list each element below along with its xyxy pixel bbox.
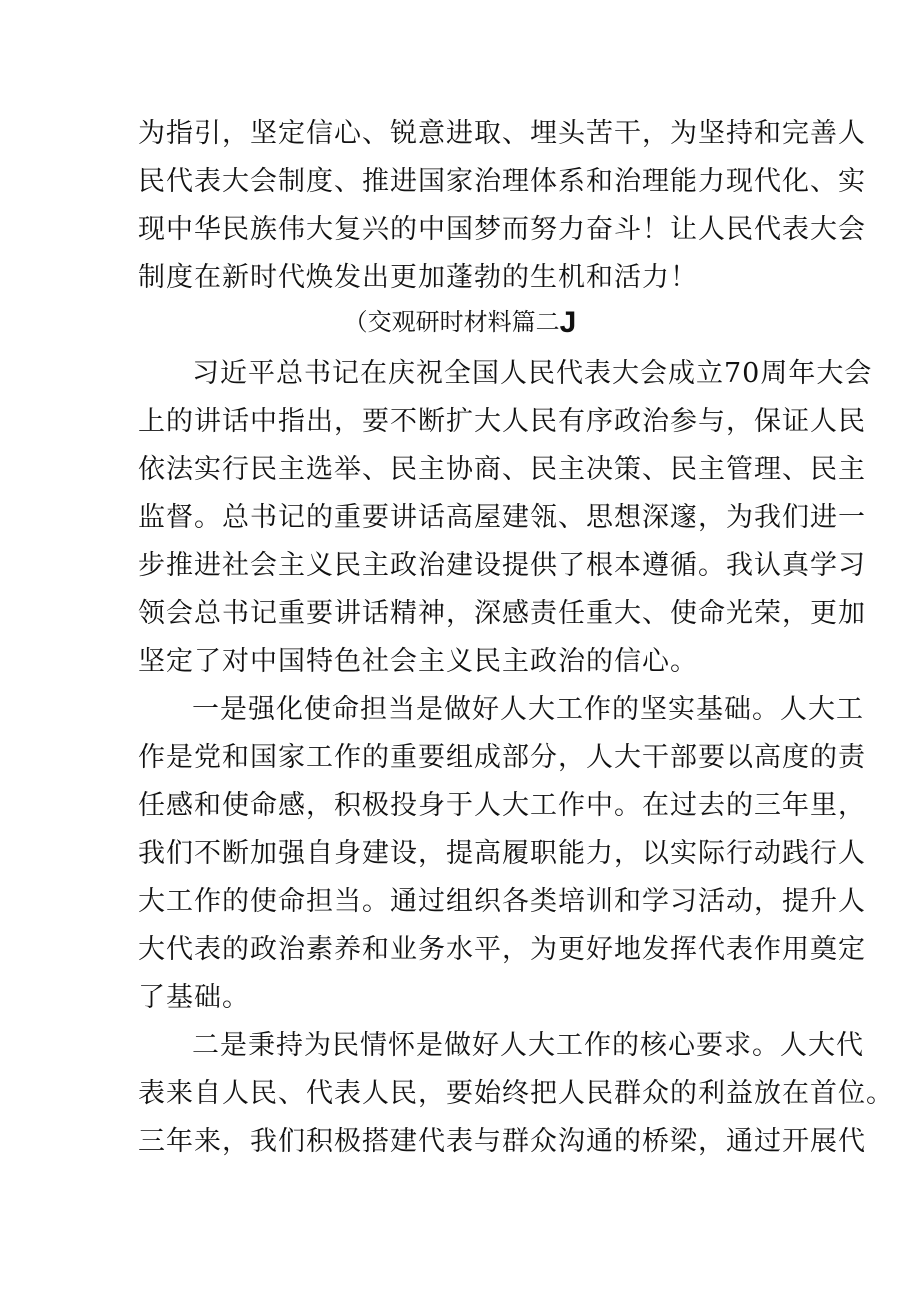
text-line: 现中华民族伟大复兴的中国梦而努力奋斗！让人民代表大会 [138, 214, 866, 245]
text-line: 坚定了对中国特色社会主义民主政治的信心。 [138, 646, 698, 677]
section-heading [0, 302, 920, 343]
text-line: 为指引，坚定信心、锐意进取、埋头苦干，为坚持和完善人 [138, 118, 866, 149]
text-line: 上的讲话中指出，要不断扩大人民有序政治参与，保证人民 [138, 406, 866, 437]
text-line: 三年来，我们积极搭建代表与群众沟通的桥梁，通过开展代 [138, 1126, 866, 1157]
text-line: 领会总书记重要讲话精神，深感责任重大、使命光荣，更加 [138, 598, 866, 629]
text-line: 作是党和国家工作的重要组成部分，人大干部要以高度的责 [138, 742, 866, 773]
text-line: 了基础。 [138, 982, 250, 1013]
text-line: 制度在新时代焕发出更加蓬勃的生机和活力！ [138, 262, 698, 293]
paragraph-first-line: 二是秉持为民情怀是做好人大工作的核心要求。人大代 [192, 1030, 864, 1061]
body-text [138, 350, 894, 1166]
text-line: 任感和使命感，积极投身于人大工作中。在过去的三年里， [138, 790, 866, 821]
section-heading-mark: J [559, 306, 577, 339]
text-line: 表来自人民、代表人民，要始终把人民群众的利益放在首位。 [138, 1078, 894, 1109]
text-line: 大工作的使命担当。通过组织各类培训和学习活动，提升人 [138, 886, 866, 917]
text-line: 大代表的政治素养和业务水平，为更好地发挥代表作用奠定 [138, 934, 866, 965]
text-line: 依法实行民主选举、民主协商、民主决策、民主管理、民主 [138, 454, 866, 485]
text-line: 步推进社会主义民主政治建设提供了根本遵循。我认真学习 [138, 550, 866, 581]
paragraph-first-line: 一是强化使命担当是做好人大工作的坚实基础。人大工 [192, 694, 864, 725]
text-line: 民代表大会制度、推进国家治理体系和治理能力现代化、实 [138, 166, 866, 197]
section-heading-text: （交观研时材料篇二 [343, 308, 560, 336]
continuation-paragraph [138, 110, 866, 302]
paragraph-first-line: 习近平总书记在庆祝全国人民代表大会成立70周年大会 [192, 358, 873, 389]
text-line: 我们不断加强自身建设，提高履职能力，以实际行动践行人 [138, 838, 866, 869]
text-line: 监督。总书记的重要讲话高屋建瓴、思想深邃，为我们进一 [138, 502, 866, 533]
